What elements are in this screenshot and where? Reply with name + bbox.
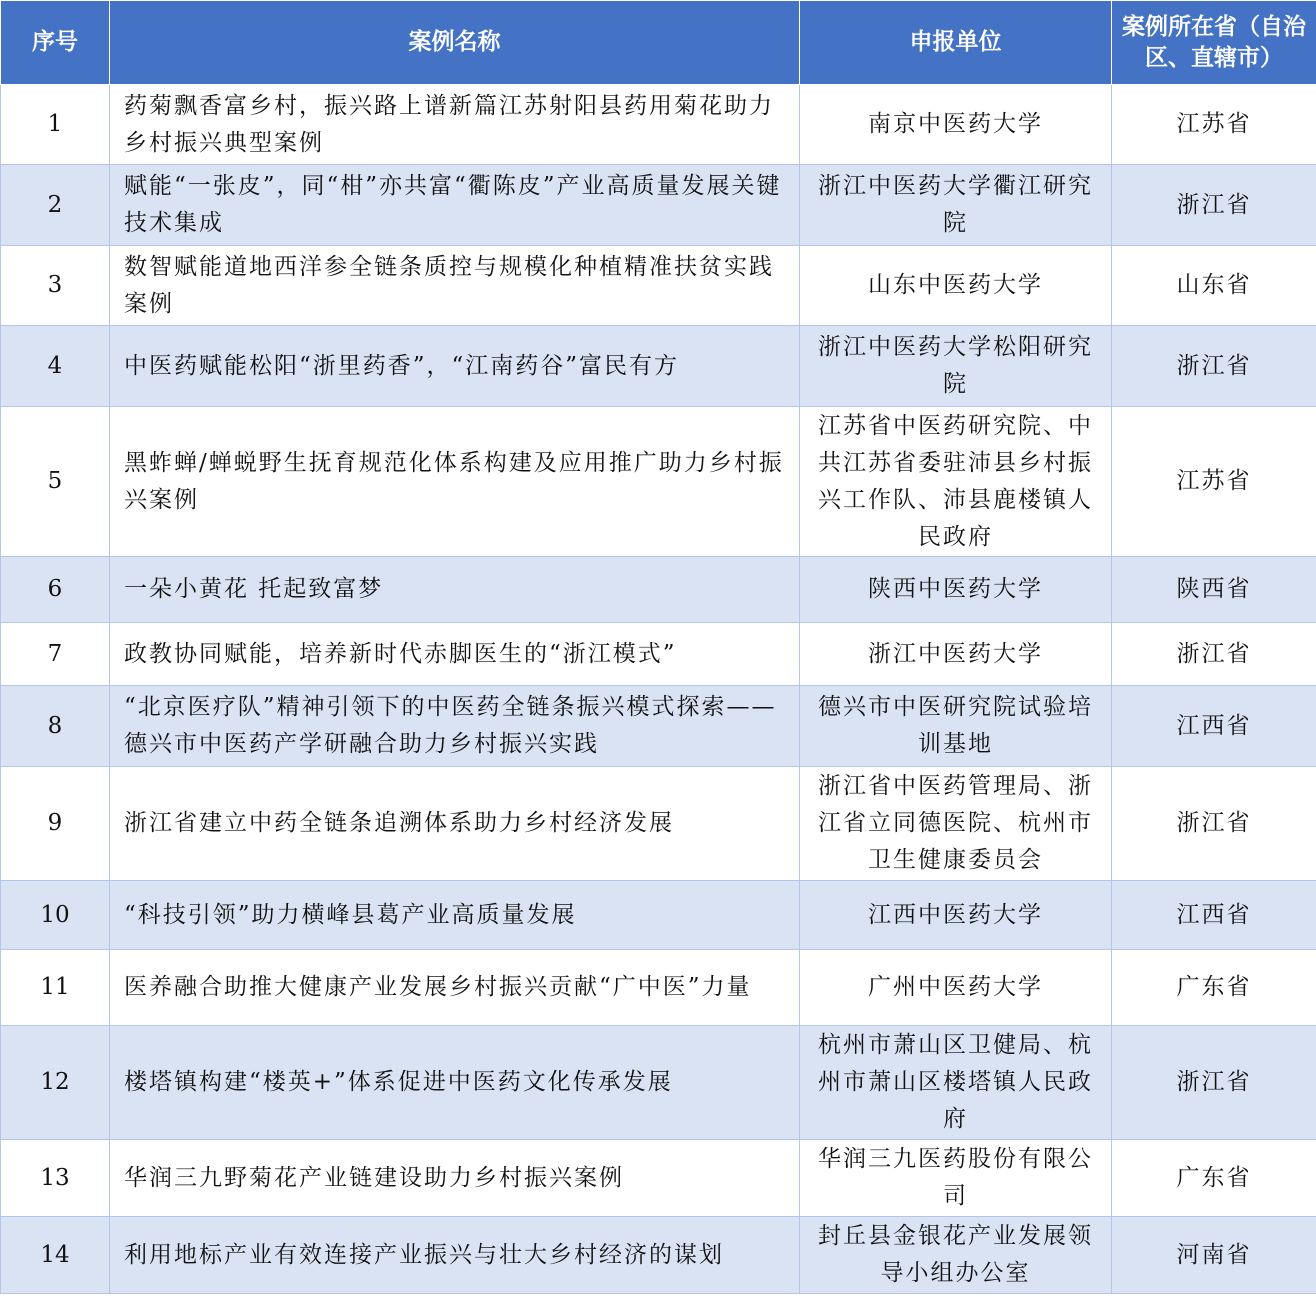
table-row <box>1 881 1316 950</box>
applicant-unit: 浙江中医药大学 <box>800 623 1112 686</box>
province: 浙江省 <box>1112 165 1316 246</box>
province: 江西省 <box>1112 686 1316 767</box>
table-row <box>1 950 1316 1026</box>
table-row <box>1 623 1316 686</box>
applicant-unit: 广州中医药大学 <box>800 950 1112 1026</box>
case-name: 利用地标产业有效连接产业振兴与壮大乡村经济的谋划 <box>110 1217 800 1294</box>
case-name: 药菊飘香富乡村，振兴路上谱新篇江苏射阳县药用菊花助力乡村振兴典型案例 <box>110 85 800 165</box>
table-row <box>1 407 1316 557</box>
case-name: 黑蚱蝉/蝉蜕野生抚育规范化体系构建及应用推广助力乡村振兴案例 <box>110 407 800 557</box>
applicant-unit: 南京中医药大学 <box>800 85 1112 165</box>
table-row <box>1 85 1316 165</box>
case-name: 华润三九野菊花产业链建设助力乡村振兴案例 <box>110 1140 800 1217</box>
case-name: 浙江省建立中药全链条追溯体系助力乡村经济发展 <box>110 767 800 881</box>
applicant-unit: 华润三九医药股份有限公司 <box>800 1140 1112 1217</box>
case-name: 医养融合助推大健康产业发展乡村振兴贡献“广中医”力量 <box>110 950 800 1026</box>
applicant-unit: 封丘县金银花产业发展领导小组办公室 <box>800 1217 1112 1294</box>
applicant-unit: 陕西中医药大学 <box>800 557 1112 623</box>
province: 广东省 <box>1112 1140 1316 1217</box>
case-name: “科技引领”助力横峰县葛产业高质量发展 <box>110 881 800 950</box>
row-number: 6 <box>1 557 110 623</box>
row-number: 9 <box>1 767 110 881</box>
applicant-unit: 江苏省中医药研究院、中共江苏省委驻沛县乡村振兴工作队、沛县鹿楼镇人民政府 <box>800 407 1112 557</box>
case-name: 赋能“一张皮”，同“柑”亦共富“衢陈皮”产业高质量发展关键技术集成 <box>110 165 800 246</box>
header-row <box>1 1 1316 85</box>
table-row <box>1 686 1316 767</box>
table-row <box>1 246 1316 326</box>
row-number: 3 <box>1 246 110 326</box>
row-number: 4 <box>1 326 110 407</box>
province: 山东省 <box>1112 246 1316 326</box>
row-number: 8 <box>1 686 110 767</box>
case-name: 政教协同赋能，培养新时代赤脚医生的“浙江模式” <box>110 623 800 686</box>
table-row <box>1 767 1316 881</box>
province: 河南省 <box>1112 1217 1316 1294</box>
province: 浙江省 <box>1112 623 1316 686</box>
applicant-unit: 德兴市中医研究院试验培训基地 <box>800 686 1112 767</box>
row-number: 5 <box>1 407 110 557</box>
case-name: 中医药赋能松阳“浙里药香”，“江南药谷”富民有方 <box>110 326 800 407</box>
header-number: 序号 <box>1 1 110 85</box>
table-row <box>1 165 1316 246</box>
table-row <box>1 1217 1316 1294</box>
province: 广东省 <box>1112 950 1316 1026</box>
province: 江苏省 <box>1112 407 1316 557</box>
row-number: 12 <box>1 1026 110 1140</box>
province: 江苏省 <box>1112 85 1316 165</box>
table-row <box>1 326 1316 407</box>
province: 陕西省 <box>1112 557 1316 623</box>
case-name: 楼塔镇构建“楼英+”体系促进中医药文化传承发展 <box>110 1026 800 1140</box>
province: 浙江省 <box>1112 767 1316 881</box>
applicant-unit: 浙江中医药大学松阳研究院 <box>800 326 1112 407</box>
applicant-unit: 浙江省中医药管理局、浙江省立同德医院、杭州市卫生健康委员会 <box>800 767 1112 881</box>
header-applicant: 申报单位 <box>800 1 1112 85</box>
province: 浙江省 <box>1112 1026 1316 1140</box>
province: 浙江省 <box>1112 326 1316 407</box>
row-number: 11 <box>1 950 110 1026</box>
row-number: 13 <box>1 1140 110 1217</box>
table-row <box>1 1140 1316 1217</box>
header-case-name: 案例名称 <box>110 1 800 85</box>
row-number: 7 <box>1 623 110 686</box>
row-number: 2 <box>1 165 110 246</box>
table-row <box>1 1026 1316 1140</box>
row-number: 1 <box>1 85 110 165</box>
case-name: 一朵小黄花 托起致富梦 <box>110 557 800 623</box>
applicant-unit: 浙江中医药大学衢江研究院 <box>800 165 1112 246</box>
applicant-unit: 江西中医药大学 <box>800 881 1112 950</box>
case-name: 数智赋能道地西洋参全链条质控与规模化种植精准扶贫实践案例 <box>110 246 800 326</box>
case-name: “北京医疗队”精神引领下的中医药全链条振兴模式探索——德兴市中医药产学研融合助力乡村振兴实践 <box>110 686 800 767</box>
header-province: 案例所在省（自治区、直辖市） <box>1112 1 1316 85</box>
province: 江西省 <box>1112 881 1316 950</box>
table-row <box>1 557 1316 623</box>
row-number: 10 <box>1 881 110 950</box>
applicant-unit: 杭州市萧山区卫健局、杭州市萧山区楼塔镇人民政府 <box>800 1026 1112 1140</box>
applicant-unit: 山东中医药大学 <box>800 246 1112 326</box>
row-number: 14 <box>1 1217 110 1294</box>
